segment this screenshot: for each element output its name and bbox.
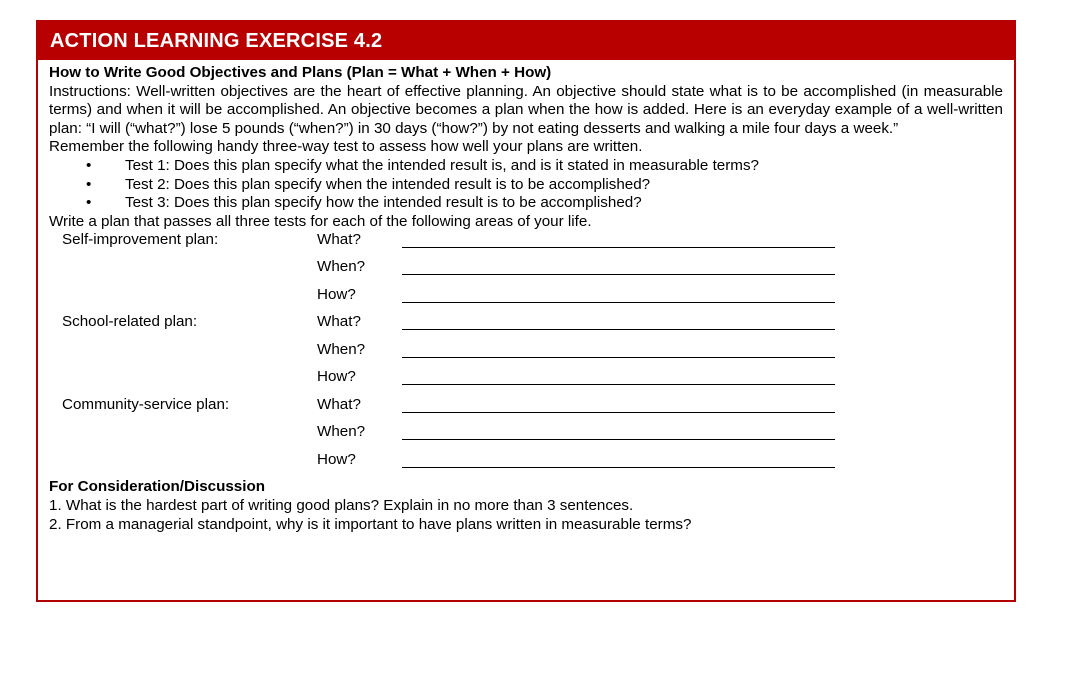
- consideration-section: [49, 478, 1003, 534]
- test-item: • Test 3: Does this plan specify how the intended result is to be accomplished?: [86, 194, 642, 212]
- plan-row: [49, 231, 1003, 258]
- plan-row: [49, 451, 1003, 479]
- test-item: • Test 2: Does this plan specify when the intended result is to be accomplished?: [86, 175, 651, 193]
- exercise-box: [36, 20, 1016, 602]
- plan-row: [49, 258, 1003, 286]
- plan-area-label: [49, 341, 317, 369]
- plan-row: [49, 286, 1003, 314]
- plan-area-label: [49, 423, 317, 451]
- exercise-header: [38, 22, 1014, 60]
- plan-area-label: [49, 451, 317, 479]
- answer-line[interactable]: [402, 423, 835, 440]
- answer-line[interactable]: [402, 396, 835, 413]
- plan-row: [49, 368, 1003, 396]
- plan-area-label: [49, 286, 317, 314]
- plan-question-label: How?: [317, 450, 356, 468]
- exercise-title: ACTION LEARNING EXERCISE 4.2: [50, 30, 383, 52]
- plan-row: [49, 313, 1003, 341]
- plan-area-label: Community-service plan:: [62, 395, 230, 413]
- plan-question-label: What?: [317, 395, 361, 413]
- plan-area-label: School-related plan:: [62, 313, 198, 331]
- instructions-paragraph: Instructions: Well-written objectives are the heart of effective planning. An objective should state what is to be accomplished (in measurable terms) and when it will be accomplished. An objective becomes a plan when the how is added. Here is an everyday example of a well-written plan: “I will (“what?”) lose 5 pounds (“when?”) in 30 days (“how?”) by not eating desserts and walking a mile four days a week.”: [49, 82, 1003, 137]
- remember-text: Remember the following handy three-way test to assess how well your plans are written.: [49, 138, 643, 156]
- answer-line[interactable]: [402, 341, 835, 358]
- bullet-icon: •: [86, 156, 92, 174]
- plan-question-label: How?: [317, 368, 356, 386]
- bullet-icon: •: [86, 194, 92, 212]
- plan-area-label: [49, 368, 317, 396]
- plan-area-label: [49, 258, 317, 286]
- plan-question-label: When?: [317, 340, 366, 358]
- answer-line[interactable]: [402, 368, 835, 385]
- plan-row: [49, 341, 1003, 369]
- write-prompt: Write a plan that passes all three tests for each of the following areas of your life.: [49, 212, 592, 230]
- consideration-title: For Consideration/Discussion: [49, 478, 266, 496]
- bullet-icon: •: [86, 175, 92, 193]
- answer-line[interactable]: [402, 451, 835, 468]
- exercise-content: [38, 60, 1014, 534]
- plan-question-label: What?: [317, 313, 361, 331]
- answer-line[interactable]: [402, 231, 835, 248]
- plans-table: [49, 231, 1003, 478]
- plan-question-label: When?: [317, 258, 366, 276]
- answer-line[interactable]: [402, 313, 835, 330]
- plan-question-label: What?: [317, 231, 361, 249]
- exercise-subtitle: How to Write Good Objectives and Plans (Plan = What + When + How): [49, 64, 552, 81]
- plan-question-label: When?: [317, 423, 366, 441]
- answer-line[interactable]: [402, 286, 835, 303]
- test-item: • Test 1: Does this plan specify what the intended result is, and is it stated in measurable terms?: [86, 156, 759, 174]
- plan-question-label: How?: [317, 285, 356, 303]
- tests-list: [49, 157, 1003, 213]
- plan-row: [49, 396, 1003, 424]
- consideration-item: 1. What is the hardest part of writing good plans? Explain in no more than 3 sentences.: [49, 496, 634, 514]
- plan-row: [49, 423, 1003, 451]
- consideration-item: 2. From a managerial standpoint, why is it important to have plans written in measurable terms?: [49, 515, 692, 533]
- answer-line[interactable]: [402, 258, 835, 275]
- plan-area-label: Self-improvement plan:: [62, 231, 219, 249]
